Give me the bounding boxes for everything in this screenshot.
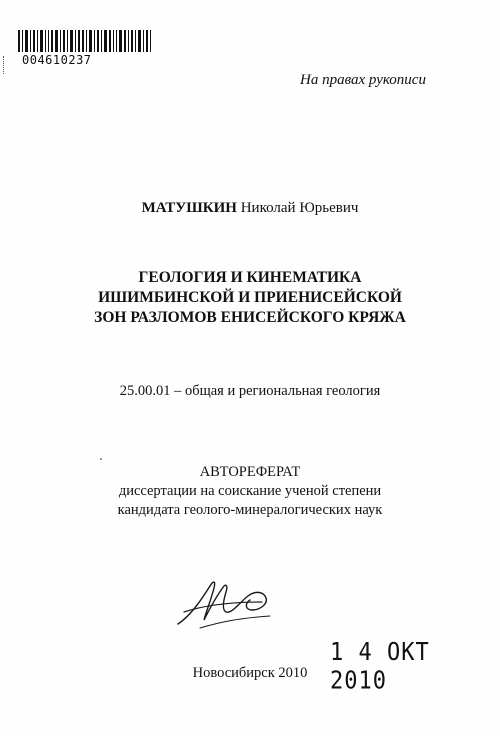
barcode-number: 004610237 [22, 53, 92, 67]
abstract-line-2: кандидата геолого-минералогических наук [117, 502, 383, 518]
abstract-line-1: диссертации на соискание ученой степени [118, 483, 382, 499]
title-line-3: ЗОН РАЗЛОМОВ ЕНИСЕЙСКОГО КРЯЖА [94, 309, 406, 326]
scan-edge-mark [3, 56, 7, 74]
title-line-1: ГЕОЛОГИЯ И КИНЕМАТИКА [138, 269, 362, 286]
author-surname: МАТУШКИН [141, 200, 237, 216]
city-year: Новосибирск 2010 [192, 665, 308, 681]
title-line-2: ИШИМБИНСКОЙ И ПРИЕНИСЕЙСКОЙ [98, 289, 402, 306]
abstract-block [0, 463, 500, 520]
specialty-code: 25.00.01 – общая и региональная геология [119, 383, 381, 399]
barcode [18, 30, 168, 52]
rights-notice: На правах рукописи [300, 72, 426, 88]
author-given-names: Николай Юрьевич [240, 200, 359, 216]
scan-speck [100, 458, 102, 460]
dissertation-title [0, 268, 500, 328]
abstract-heading: АВТОРЕФЕРАТ [199, 464, 301, 480]
author-name [0, 200, 500, 217]
date-stamp: 1 4 ОКТ 2010 [330, 638, 430, 696]
handwritten-signature [170, 572, 280, 632]
